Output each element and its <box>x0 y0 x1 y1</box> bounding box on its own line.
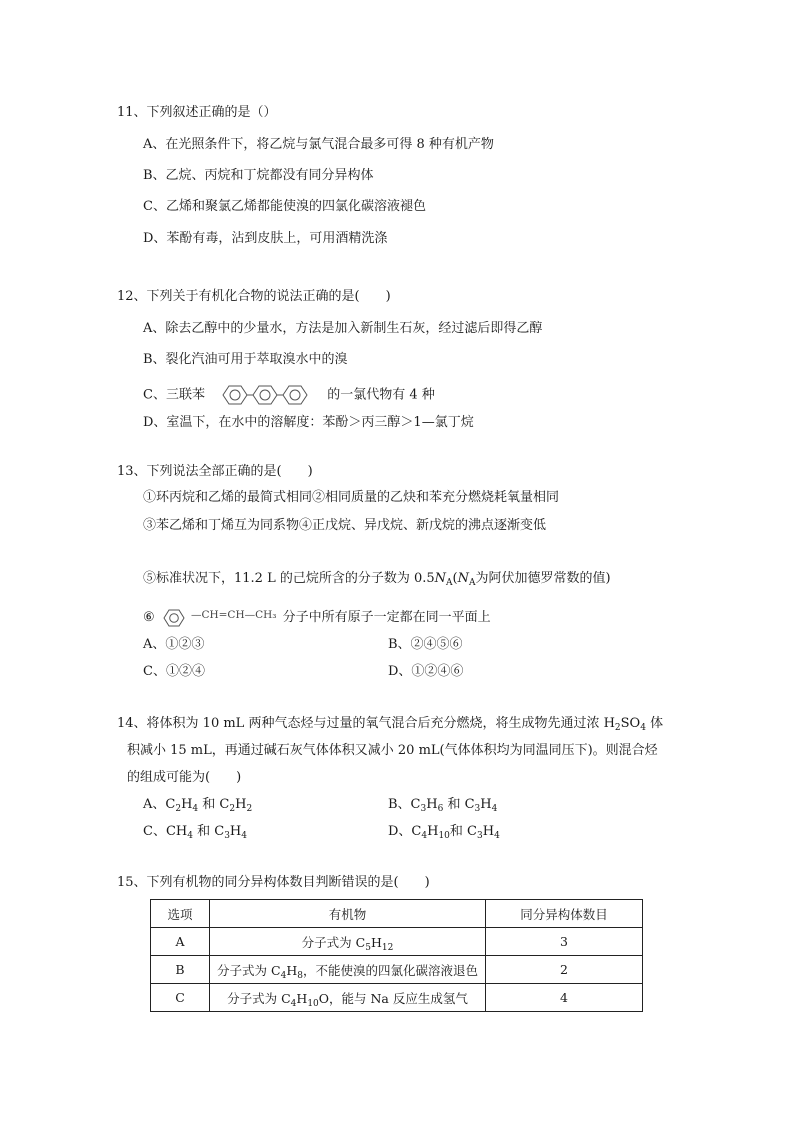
q14-b-1: 3 <box>420 804 427 814</box>
r0-s2: 12 <box>381 942 394 953</box>
q12-option-c-suffix: 的一氯代物有 4 种 <box>327 387 435 403</box>
q13-option-d: D、①②④⑥ <box>388 664 464 679</box>
q13-s5-text-a: ⑤标准状况下，11.2 L 的己烷所含的分子数为 0.5 <box>143 571 435 586</box>
q14-option-c <box>143 823 247 841</box>
q14-a-5: 2 <box>229 804 236 814</box>
q12-option-d: D、室温下，在水中的溶解度：苯酚＞丙三醇＞1—氯丁烷 <box>143 415 474 430</box>
r2-post: O，能与 Na 反应生成氢气 <box>318 990 468 1006</box>
q14-c-0: C、CH <box>143 824 188 839</box>
q14-l1-text-b: SO <box>620 716 641 731</box>
q12-option-c-prefix: C、三联苯 <box>143 387 205 403</box>
q13-s5-na: N <box>434 571 447 586</box>
q14-a-6: H <box>235 797 247 812</box>
q14-b-5: 3 <box>474 804 481 814</box>
r1-post: ，不能使溴的四氯化碳溶液退色 <box>302 962 478 978</box>
table-cell-compound <box>210 928 486 956</box>
q13-option-c: C、①②④ <box>143 664 205 679</box>
q14-b-7: 4 <box>491 804 498 814</box>
q13-s5-text-c: 为阿伏加德罗常数的值) <box>475 571 611 586</box>
q14-d-7: 4 <box>494 831 500 841</box>
q14-d-4: 和 C <box>449 824 477 839</box>
r0-s1: 5 <box>365 942 371 953</box>
r2-m: H <box>296 990 308 1006</box>
q14-d-3: 10 <box>438 831 450 841</box>
q14-a-4: 和 C <box>198 797 230 812</box>
q11-option-d: D、苯酚有毒，沾到皮肤上，可用酒精洗涤 <box>143 231 388 246</box>
q14-a-3: 4 <box>192 804 199 814</box>
q14-d-1: 4 <box>421 831 428 841</box>
table-cell-count: 3 <box>486 928 643 956</box>
table-cell-count: 4 <box>486 984 643 1012</box>
q13-option-b: B、②④⑤⑥ <box>388 637 463 652</box>
q12-option-b: B、裂化汽油可用于萃取溴水中的溴 <box>143 352 348 367</box>
r1-s1: 4 <box>280 970 287 981</box>
q13-s6-number: ⑥ <box>143 610 155 625</box>
q14-d-5: 3 <box>477 831 483 841</box>
q14-b-3: 6 <box>437 804 444 814</box>
q14-a-7: 2 <box>246 804 253 814</box>
q14-l1-sub-1: 2 <box>614 723 621 733</box>
table-header-option: 选项 <box>151 900 210 928</box>
q14-l1-sub-2: 4 <box>640 723 646 733</box>
terphenyl-structure-icon <box>215 383 315 407</box>
q14-option-d <box>388 823 500 841</box>
q11-stem: 11、下列叙述正确的是（） <box>117 105 277 120</box>
q14-d-0: D、C <box>388 824 422 839</box>
q14-a-0: A、C <box>143 797 176 812</box>
q13-statement-6 <box>143 606 491 628</box>
q14-c-4: H <box>229 824 242 839</box>
q13-s5-text-b: ( <box>452 571 458 586</box>
q13-s5-na2: N <box>457 571 469 586</box>
q13-s6-text: 分子中所有原子一定都在同一平面上 <box>282 610 491 625</box>
table-header-compound: 有机物 <box>210 900 486 928</box>
q14-c-3: 3 <box>224 831 230 841</box>
q14-b-4: 和 C <box>443 797 475 812</box>
table-cell-compound <box>210 984 486 1012</box>
table-row <box>151 956 643 984</box>
q15-table <box>150 899 643 1012</box>
q13-statement-5 <box>143 570 611 588</box>
table-cell-count: 2 <box>486 956 643 984</box>
q15-stem: 15、下列有机物的同分异构体数目判断错误的是( ) <box>117 875 430 890</box>
q14-d-6: H <box>482 824 495 839</box>
q13-statement-1-2: ①环丙烷和乙烯的最简式相同②相同质量的乙炔和苯充分燃烧耗氧量相同 <box>143 490 560 505</box>
r0-pre: 分子式为 C <box>301 934 366 950</box>
q14-b-2: H <box>426 797 438 812</box>
q12-option-c <box>143 383 435 407</box>
q11-option-c: C、乙烯和聚氯乙烯都能使溴的四氯化碳溶液褪色 <box>143 199 426 214</box>
q14-c-2: 和 C <box>192 824 225 839</box>
r1-s2: 8 <box>297 970 303 981</box>
q12-stem: 12、下列关于有机化合物的说法正确的是( ) <box>117 289 391 304</box>
q14-d-2: H <box>427 824 439 839</box>
table-header-isomer-count: 同分异构体数目 <box>486 900 643 928</box>
q11-option-b: B、乙烷、丙烷和丁烷都没有同分异构体 <box>143 168 374 183</box>
q14-option-b <box>388 796 497 814</box>
r2-pre: 分子式为 C <box>227 990 291 1006</box>
q14-a-2: H <box>181 797 193 812</box>
table-row <box>151 984 643 1012</box>
table-cell-compound <box>210 956 486 984</box>
q13-s5-na-sub: A <box>446 578 453 588</box>
q14-b-0: B、C <box>388 797 421 812</box>
r1-m: H <box>286 962 298 978</box>
q14-l1-text-c: 体 <box>645 716 664 731</box>
q14-c-1: 4 <box>187 831 193 841</box>
q14-line-3: 的组成可能为( ) <box>127 770 242 785</box>
table-cell-option: B <box>151 956 210 984</box>
table-cell-option: C <box>151 984 210 1012</box>
q13-option-a: A、①②③ <box>143 637 205 652</box>
q13-s5-na2-sub: A <box>468 578 476 588</box>
q14-l1-text-a: 14、将体积为 10 mL 两种气态烃与过量的氧气混合后充分燃烧，将生成物先通过浓 H <box>117 716 615 731</box>
q14-b-6: H <box>480 797 492 812</box>
r2-s1: 4 <box>290 998 297 1009</box>
q14-a-1: 2 <box>175 804 182 814</box>
q13-s6-side-chain: —CH=CH—CH₃ <box>190 609 277 621</box>
q11-option-a: A、在光照条件下，将乙烷与氯气混合最多可得 8 种有机产物 <box>143 137 494 152</box>
q14-line-1 <box>117 715 663 733</box>
r0-m: H <box>370 934 382 950</box>
table-row <box>151 928 643 956</box>
table-cell-option: A <box>151 928 210 956</box>
benzene-ring-icon <box>161 608 187 628</box>
table-header-row <box>151 900 643 928</box>
q14-option-a <box>143 796 252 814</box>
r2-s2: 10 <box>307 998 319 1009</box>
q12-option-a: A、除去乙醇中的少量水，方法是加入新制生石灰，经过滤后即得乙醇 <box>143 321 543 336</box>
q13-stem: 13、下列说法全部正确的是( ) <box>117 464 313 479</box>
q14-c-5: 4 <box>241 831 247 841</box>
q13-statement-3-4: ③苯乙烯和丁烯互为同系物④正戊烷、异戊烷、新戊烷的沸点逐渐变低 <box>143 518 547 533</box>
r1-pre: 分子式为 C <box>217 962 281 978</box>
q14-line-2: 积减小 15 mL，再通过碱石灰气体体积又减小 20 mL(气体体积均为同温同压下)。则混合烃 <box>127 743 658 758</box>
